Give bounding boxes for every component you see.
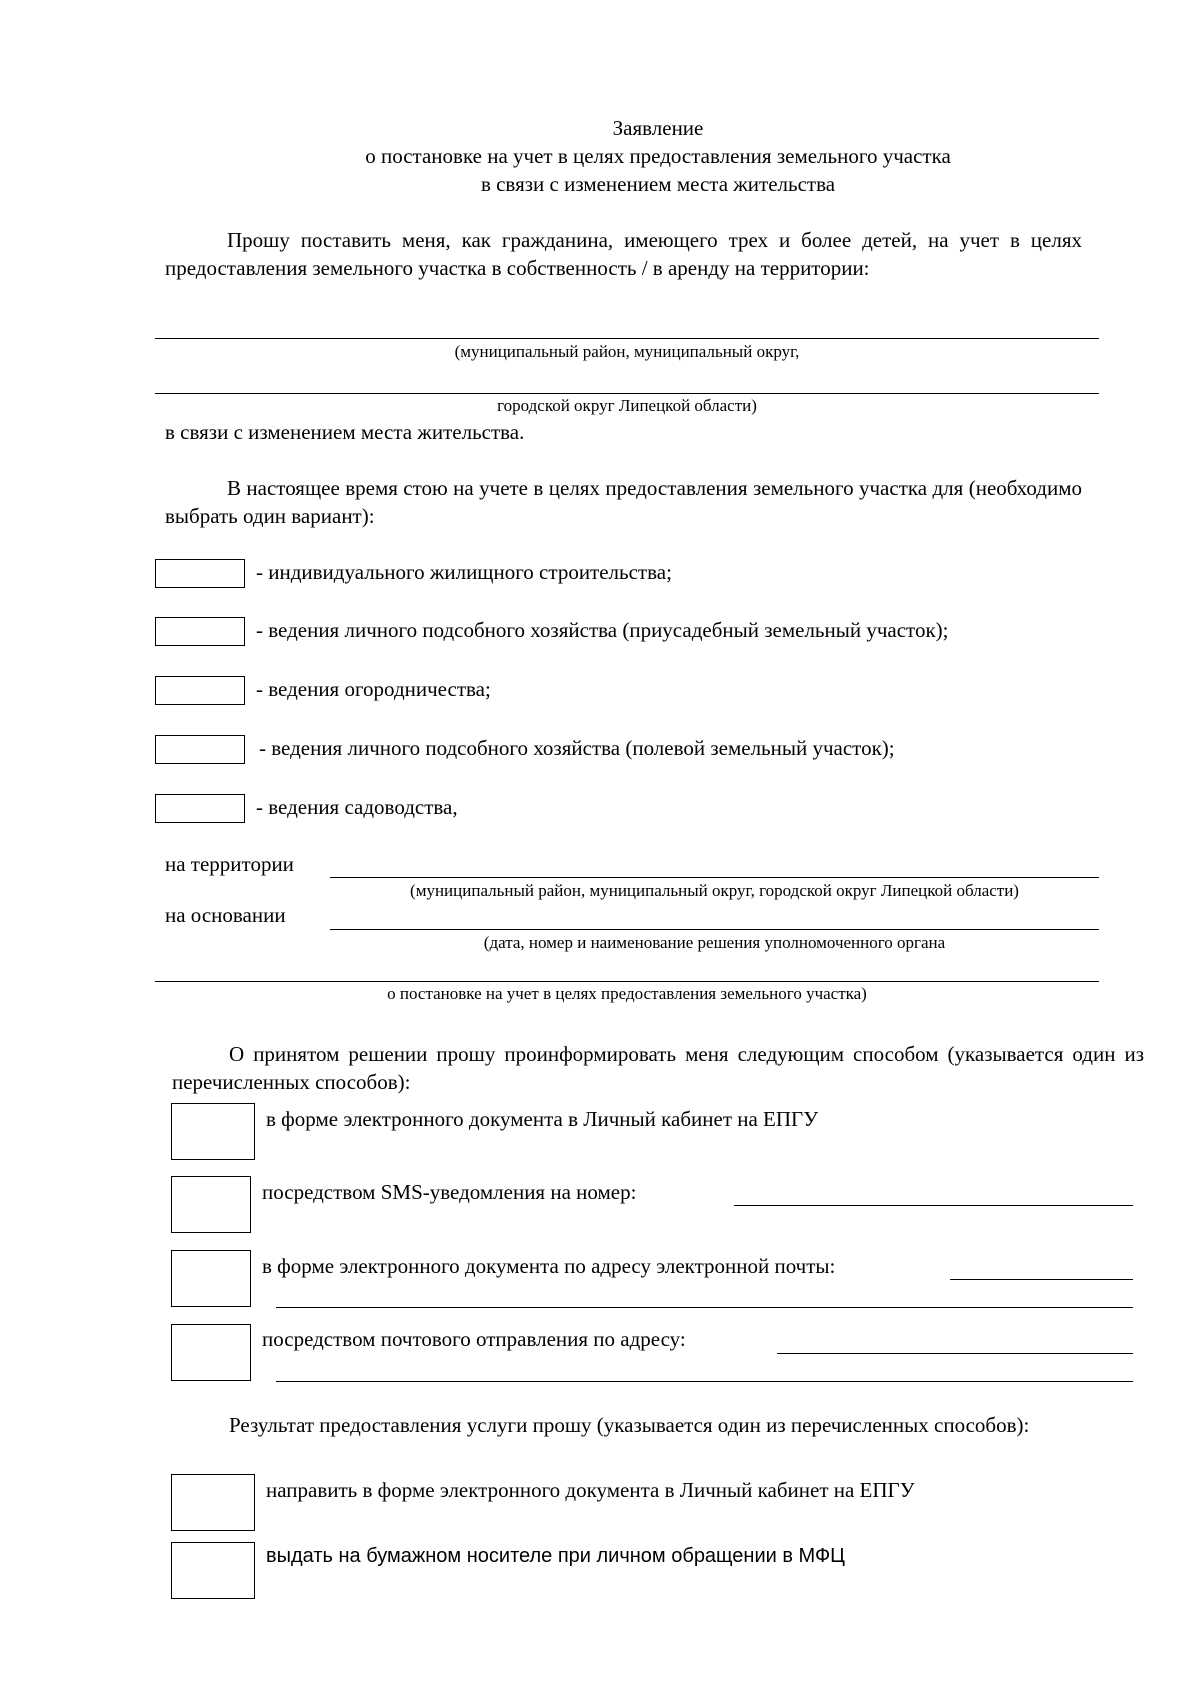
request-paragraph: Прошу поставить меня, как гражданина, имеющего трех и более детей, на учет в целях предоставления земельного участка в собственность / в аренду на территории:	[165, 228, 1082, 280]
result-paragraph: Результат предоставления услуги прошу (указывается один из перечисленных способов):	[229, 1413, 1030, 1437]
inform-paragraph: О принятом решении прошу проинформировать меня следующим способом (указывается один из перечисленных способов):	[172, 1042, 1144, 1094]
post-address-line-2[interactable]	[276, 1381, 1133, 1382]
inform-option-post: посредством почтового отправления по адресу:	[262, 1327, 686, 1351]
territory-line[interactable]	[330, 877, 1099, 878]
email-line-1[interactable]	[950, 1279, 1133, 1280]
inform-option-sms: посредством SMS-уведомления на номер:	[262, 1180, 637, 1204]
inform-checkbox-epgu[interactable]	[171, 1103, 255, 1160]
purpose-checkbox-izhs[interactable]	[155, 559, 245, 588]
result-option-epgu: направить в форме электронного документа в Личный кабинет на ЕПГУ	[266, 1478, 915, 1502]
territory-hint: (муниципальный район, муниципальный округ, городской округ Липецкой области)	[410, 881, 1019, 900]
document-subtitle-2: в связи с изменением места жительства	[480, 172, 836, 196]
basis-line-2[interactable]	[155, 981, 1099, 982]
territory-line-2[interactable]	[155, 393, 1099, 394]
result-checkbox-epgu[interactable]	[171, 1474, 255, 1531]
territory-label: на территории	[165, 852, 294, 876]
email-line-2[interactable]	[276, 1307, 1133, 1308]
inform-checkbox-sms[interactable]	[171, 1176, 251, 1233]
purpose-checkbox-lph-household[interactable]	[155, 617, 245, 646]
result-checkbox-mfc[interactable]	[171, 1542, 255, 1599]
territory-line-1[interactable]	[155, 338, 1099, 339]
territory-hint-2: городской округ Липецкой области)	[497, 396, 757, 415]
inform-option-email: в форме электронного документа по адресу электронной почты:	[262, 1254, 836, 1278]
inform-option-epgu: в форме электронного документа в Личный кабинет на ЕПГУ	[266, 1107, 819, 1131]
sms-number-line[interactable]	[734, 1205, 1133, 1206]
post-address-line-1[interactable]	[777, 1353, 1133, 1354]
basis-hint-1: (дата, номер и наименование решения уполномоченного органа	[483, 933, 946, 952]
basis-label: на основании	[165, 903, 286, 927]
territory-hint-1: (муниципальный район, муниципальный округ,	[454, 342, 800, 361]
basis-hint-2: о постановке на учет в целях предоставления земельного участка)	[387, 984, 867, 1003]
basis-line[interactable]	[330, 929, 1099, 930]
purpose-checkbox-lph-field[interactable]	[155, 735, 245, 764]
document-subtitle-1: о постановке на учет в целях предоставления земельного участка	[365, 144, 951, 168]
purpose-option-lph-field: - ведения личного подсобного хозяйства (полевой земельный участок);	[259, 736, 895, 760]
purpose-option-horticulture: - ведения садоводства,	[256, 795, 458, 819]
result-option-mfc: выдать на бумажном носителе при личном обращении в МФЦ	[266, 1545, 845, 1567]
request-after-text: в связи с изменением места жительства.	[165, 420, 525, 444]
purpose-option-gardening-veg: - ведения огородничества;	[256, 677, 491, 701]
purpose-option-izhs: - индивидуального жилищного строительства;	[256, 560, 672, 584]
document-title: Заявление	[612, 116, 704, 140]
purpose-checkbox-horticulture[interactable]	[155, 794, 245, 823]
purpose-option-lph-household: - ведения личного подсобного хозяйства (приусадебный земельный участок);	[256, 618, 949, 642]
inform-checkbox-post[interactable]	[171, 1324, 251, 1381]
current-paragraph: В настоящее время стою на учете в целях предоставления земельного участка для (необходимо выбрать один вариант):	[165, 476, 1082, 528]
inform-checkbox-email[interactable]	[171, 1250, 251, 1307]
purpose-checkbox-gardening-veg[interactable]	[155, 676, 245, 705]
